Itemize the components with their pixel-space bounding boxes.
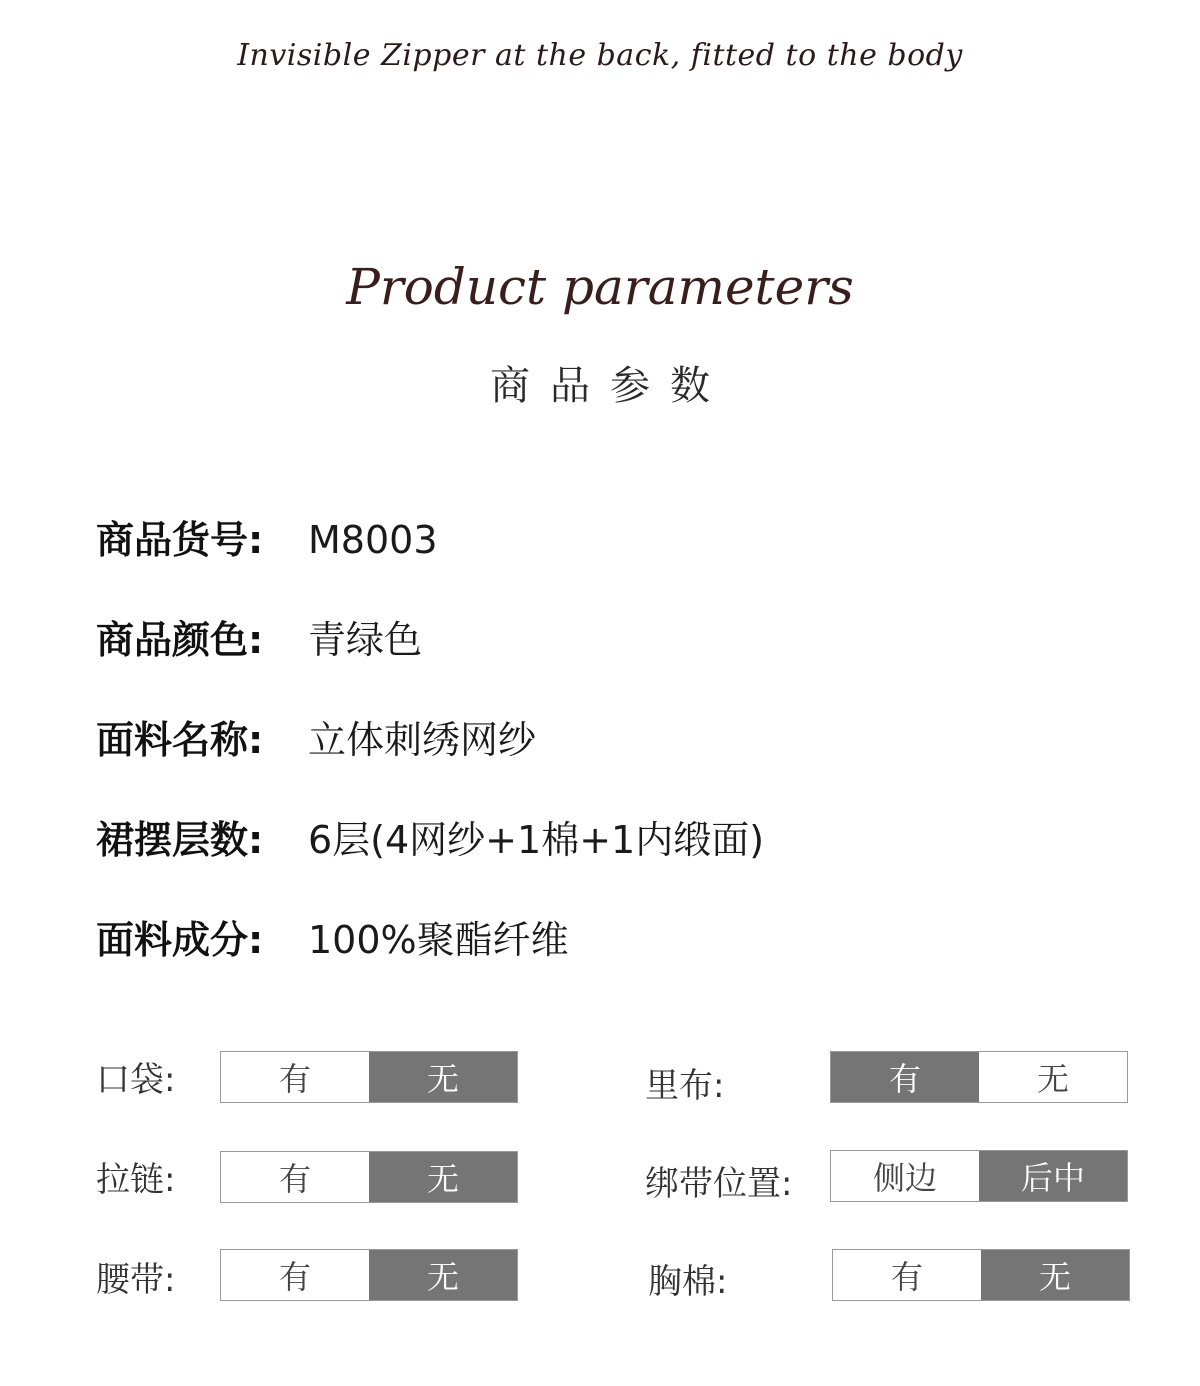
script-title: Product parameters	[346, 258, 854, 316]
option-zipper	[96, 1152, 175, 1201]
option-pocket-toggle[interactable]	[220, 1051, 518, 1103]
option-lining-toggle[interactable]	[830, 1051, 1128, 1103]
option-choice[interactable]: 无	[369, 1052, 517, 1102]
option-choice[interactable]: 无	[1036, 1060, 1069, 1098]
param-value: 立体刺绣网纱	[308, 718, 537, 762]
param-label: 裙摆层数:	[96, 818, 264, 862]
option-zipper-toggle[interactable]	[220, 1151, 518, 1203]
param-row-fabric	[96, 712, 764, 812]
param-value: M8003	[308, 518, 438, 562]
param-value: 6层(4网纱+1棉+1内缎面)	[308, 818, 765, 862]
option-label: 胸棉:	[648, 1262, 728, 1302]
option-belt	[96, 1252, 175, 1301]
option-pocket	[96, 1052, 175, 1101]
option-choice[interactable]: 无	[981, 1250, 1129, 1300]
option-choice[interactable]: 有	[890, 1258, 923, 1296]
option-label: 口袋:	[96, 1060, 176, 1100]
option-strap-position-toggle[interactable]	[830, 1150, 1128, 1202]
option-choice[interactable]: 后中	[979, 1151, 1127, 1201]
option-choice[interactable]: 有	[278, 1258, 311, 1296]
param-row-sku	[96, 512, 764, 612]
param-list	[96, 512, 764, 1012]
option-label: 绑带位置:	[645, 1164, 793, 1204]
option-lining	[645, 1058, 724, 1107]
option-belt-toggle[interactable]	[220, 1249, 518, 1301]
param-row-color	[96, 612, 764, 712]
param-row-composition	[96, 912, 764, 1012]
option-label: 拉链:	[96, 1160, 176, 1200]
option-choice[interactable]: 侧边	[872, 1159, 937, 1197]
param-value: 100%聚酯纤维	[308, 918, 569, 962]
option-choice[interactable]: 有	[831, 1052, 979, 1102]
param-label: 商品货号:	[96, 518, 264, 562]
option-chest-pad-toggle[interactable]	[832, 1249, 1130, 1301]
option-choice[interactable]: 有	[278, 1160, 311, 1198]
param-label: 面料名称:	[96, 718, 264, 762]
page-title: 商品参数	[490, 363, 730, 409]
param-value: 青绿色	[308, 618, 423, 662]
param-label: 面料成分:	[96, 918, 264, 962]
param-row-layers	[96, 812, 764, 912]
option-choice[interactable]: 有	[278, 1060, 311, 1098]
option-strap-position	[645, 1156, 792, 1205]
param-label: 商品颜色:	[96, 618, 264, 662]
tagline: Invisible Zipper at the back, fitted to the body	[237, 38, 963, 73]
option-choice[interactable]: 无	[369, 1152, 517, 1202]
option-label: 腰带:	[96, 1260, 176, 1300]
option-label: 里布:	[645, 1066, 725, 1106]
option-chest-pad	[648, 1254, 727, 1303]
option-choice[interactable]: 无	[369, 1250, 517, 1300]
